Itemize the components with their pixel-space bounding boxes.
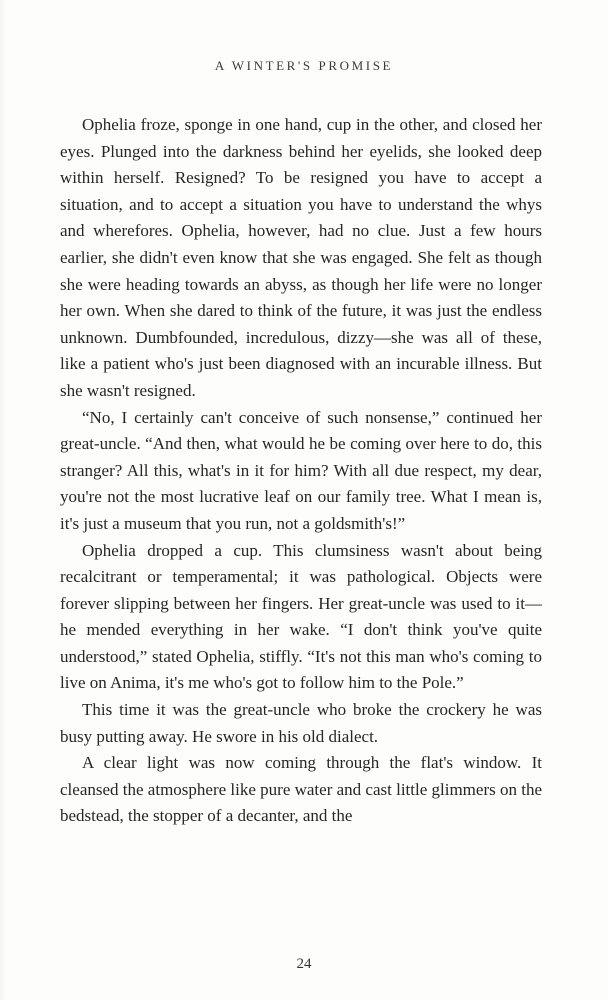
paragraph: “No, I certainly can't conceive of such nonsense,” continued her great-uncle. “And then, what would he be coming over here to do, this stranger? All this, what's in it for him? With all due respect, my dear, you're not the most lucrative leaf on our family tree. What I mean is, it's just a museum that you run, not a goldsmith's!” [60, 407, 542, 533]
page-edge-shadow [0, 0, 6, 1000]
paragraph: This time it was the great-uncle who broke the crockery he was busy putting away. He swore in his old dialect. [60, 700, 542, 746]
paragraph: Ophelia froze, sponge in one hand, cup in the other, and closed her eyes. Plunged into the darkness behind her eyelids, she looked deep within herself. Resigned? To be resigned you have to accept a situation, and to accept a situation you have to understand the whys and wherefores. Ophelia, however, had no clue. Just a few hours earlier, she didn't even know that she was engaged. She felt as though she were heading towards an abyss, as though her life were no longer her own. When she dared to think of the future, it was just the endless unknown. Dumbfounded, incredulous, dizzy—she was all of these, like a patient who's just been diagnosed with an incurable illness. But she wasn't resigned. [60, 115, 542, 400]
running-head: A WINTER'S PROMISE [214, 58, 394, 73]
page-number: 24 [296, 956, 312, 972]
body-text [60, 112, 542, 830]
paragraph: Ophelia dropped a cup. This clumsiness wasn't about being recalcitrant or temperamental; it was pathological. Objects were forever slipping between her fingers. Her great-uncle was used to it—he mended everything in her wake. “I don't think you've quite understood,” stated Ophelia, stiffly. “It's not this man who's coming to live on Anima, it's me who's got to follow him to the Pole.” [60, 540, 542, 693]
paragraph: A clear light was now coming through the flat's window. It cleansed the atmosphere like pure water and cast little glimmers on the bedstead, the stopper of a decanter, and the [60, 753, 542, 826]
